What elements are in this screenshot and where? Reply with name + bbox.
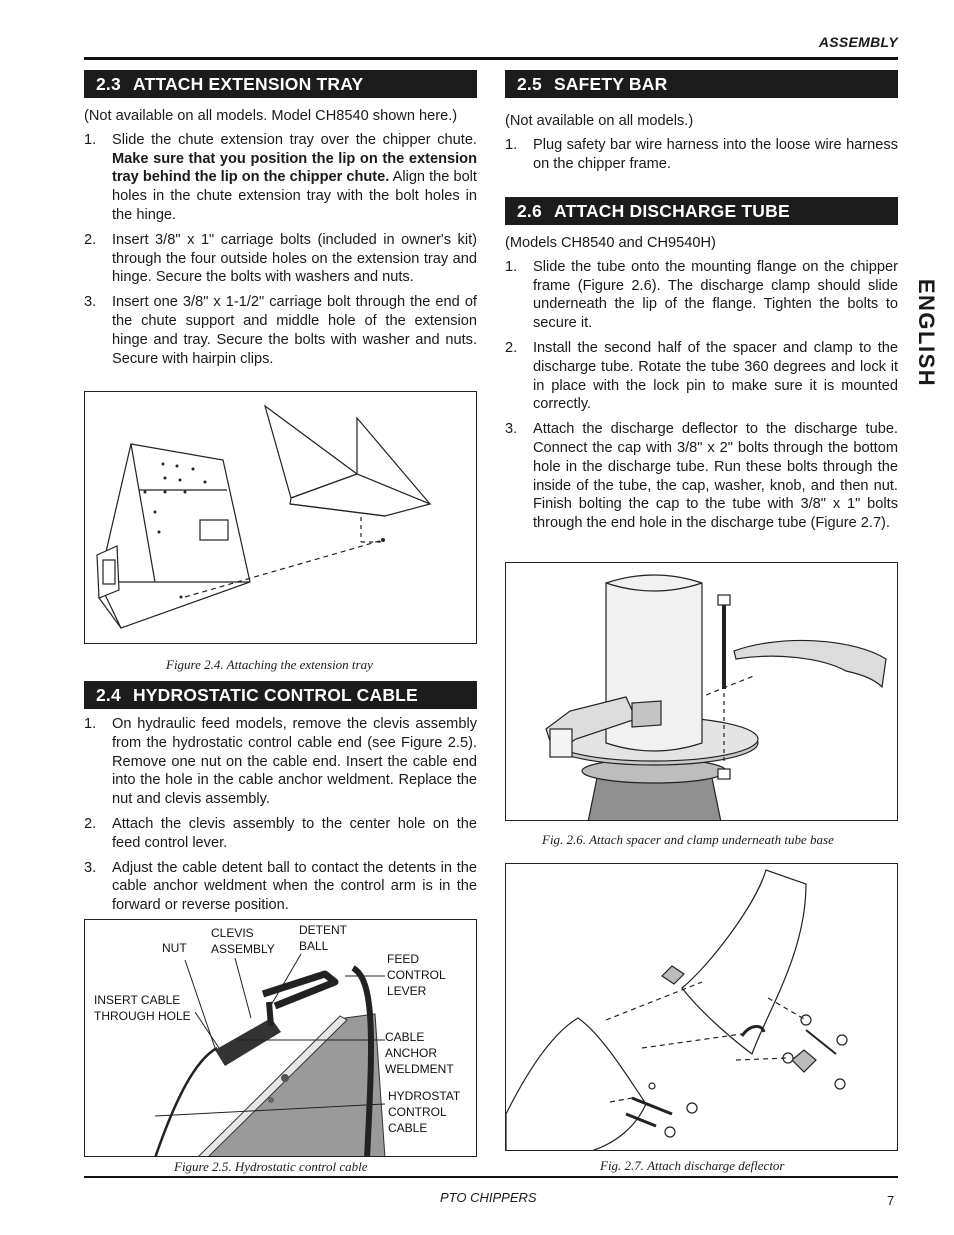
figure-caption: Fig. 2.7. Attach discharge deflector [600, 1158, 785, 1173]
step-number: 2. [84, 231, 97, 248]
step-list [84, 715, 477, 915]
step-item [84, 715, 477, 809]
step-text: Insert 3/8" x 1" carriage bolts (included in owner's kit) through the four outside holes on the extension tray and hinge. Secure the bolts with washers and nuts. [112, 231, 477, 286]
step-list [505, 136, 898, 174]
section-title: ATTACH EXTENSION TRAY [132, 74, 364, 94]
callout-detent-ball: DETENT BALL [299, 923, 347, 953]
step-number: 2. [84, 815, 97, 832]
section-number: 2.4 [96, 685, 121, 705]
section-2-3 [84, 70, 477, 374]
figure-caption: Fig. 2.6. Attach spacer and clamp underneath tube base [542, 832, 834, 847]
section-number: 2.3 [96, 74, 121, 94]
callout-cable-anchor-weldment: CABLE ANCHOR WELDMENT [385, 1030, 454, 1076]
figure-2-5-hydrostatic-cable [84, 919, 477, 1157]
section-intro: (Not available on all models. Model CH8540 shown here.) [84, 108, 458, 124]
callout-feed-control-lever: FEED CONTROL LEVER [387, 952, 446, 998]
step-emphasis: Make sure that you position the lip on the extension tray behind the lip on the chipper chute. [112, 150, 477, 186]
language-tab-label: ENGLISH [914, 278, 939, 388]
step-number: 1. [84, 716, 97, 732]
section-intro: (Not available on all models.) [505, 113, 694, 129]
section-2-4 [84, 681, 477, 921]
section-heading [505, 197, 898, 225]
step-number: 3. [505, 421, 518, 438]
callout-nut: NUT [162, 941, 187, 955]
section-number: 2.5 [517, 74, 542, 94]
step-item [505, 258, 898, 333]
step-number: 3. [84, 294, 97, 311]
figure-2-6-discharge-tube [505, 562, 898, 821]
step-number: 1. [505, 258, 518, 275]
step-number: 3. [84, 859, 97, 876]
section-heading [505, 70, 898, 98]
step-list [505, 258, 898, 533]
step-text: Attach the clevis assembly to the center hole on the feed control lever. [112, 815, 477, 851]
section-heading [84, 681, 477, 709]
step-item [84, 293, 477, 368]
section-2-6 [505, 197, 898, 539]
section-title: SAFETY BAR [553, 74, 668, 94]
step-text: Slide the chute extension tray over the chipper chute. [112, 131, 477, 148]
step-text: Align the bolt holes in the chute extension tray with the bolt holes in the hinge. [112, 169, 477, 223]
step-text: Insert one 3/8" x 1-1/2" carriage bolt through the end of the chute support and middle hole of the extension hinge and tray. Secure the bolts with washer and nuts. Secure with hairpin clips. [112, 294, 477, 367]
step-item [84, 231, 477, 287]
section-2-5 [505, 70, 898, 179]
step-item [505, 339, 898, 414]
figure-2-7-discharge-deflector [505, 863, 898, 1151]
footer-rule [84, 1176, 898, 1178]
section-intro: (Models CH8540 and CH9540H) [505, 235, 716, 251]
section-number: 2.6 [517, 201, 542, 221]
step-number: 1. [84, 131, 97, 148]
figure-2-4-extension-tray [84, 391, 477, 644]
section-heading [84, 70, 477, 98]
figure-caption: Figure 2.4. Attaching the extension tray [166, 657, 373, 672]
step-item [84, 131, 477, 225]
callout-insert-cable: INSERT CABLE THROUGH HOLE [94, 993, 191, 1023]
page-number: 7 [887, 1193, 895, 1208]
footer-product: PTO CHIPPERS [440, 1190, 537, 1205]
step-text: On hydraulic feed models, remove the clevis assembly from the hydrostatic control cable end (see Figure 2.5). Remove one nut on the cable end. Insert the cable end into the hole in the cable anchor weldment. Replace the nut and clevis assembly. [112, 716, 477, 808]
step-text: Attach the discharge deflector to the discharge tube. Connect the cap with 3/8" x 2" bolts through the bottom hole in the discharge tube. Run these bolts through the inside of the tube, the cap, washer, knob, and then nut. Finish bolting the cap to the tube with 3/8" x 1" bolts through the end hole in the discharge tube (Figure 2.7). [533, 421, 898, 532]
language-tab [906, 278, 946, 388]
step-number: 1. [505, 136, 518, 153]
header-rule [84, 57, 898, 60]
step-item [84, 859, 477, 915]
running-header: ASSEMBLY [818, 34, 898, 50]
step-text: Slide the tube onto the mounting flange on the chipper frame (Figure 2.6). The discharge clamp should slide underneath the lip of the flange. Tighten the bolts to secure it. [533, 258, 898, 332]
callout-hydrostat-control-cable: HYDROSTAT CONTROL CABLE [388, 1089, 461, 1135]
step-item [84, 815, 477, 853]
step-item [505, 420, 898, 533]
step-text: Plug safety bar wire harness into the loose wire harness on the chipper frame. [533, 136, 898, 172]
step-number: 2. [505, 339, 518, 356]
step-text: Install the second half of the spacer and clamp to the discharge tube. Rotate the tube 360 degrees and lock it in place with the lock pin to make sure it is mounted correctly. [533, 339, 898, 413]
step-item [505, 136, 898, 174]
figure-caption: Figure 2.5. Hydrostatic control cable [174, 1159, 368, 1174]
callout-clevis-assembly: CLEVIS ASSEMBLY [211, 926, 275, 956]
section-title: HYDROSTATIC CONTROL CABLE [132, 685, 418, 705]
step-list [84, 131, 477, 369]
step-text: Adjust the cable detent ball to contact the detents in the cable anchor weldment when the control arm is in the forward or reverse position. [112, 859, 477, 914]
section-title: ATTACH DISCHARGE TUBE [553, 201, 790, 221]
